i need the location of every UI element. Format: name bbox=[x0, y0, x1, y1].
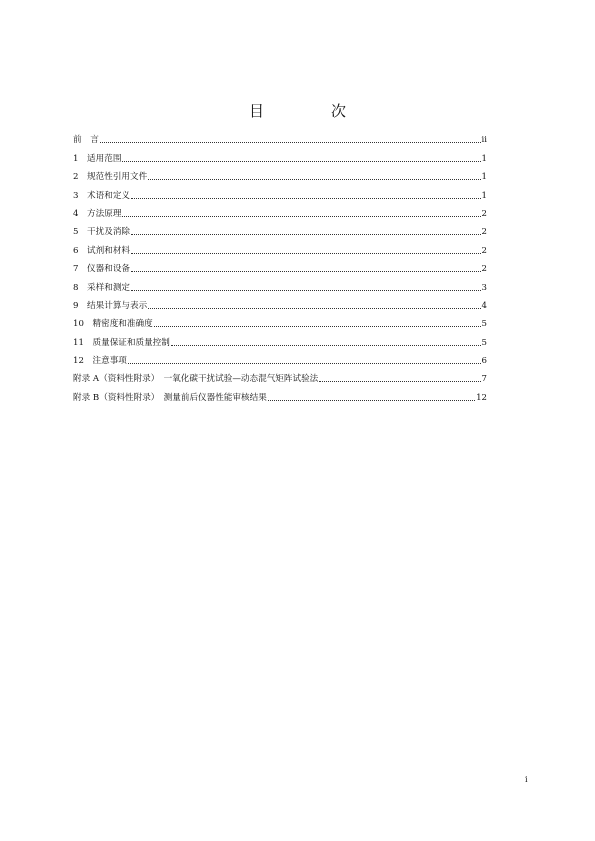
toc-entry-label: 2 规范性引用文件 bbox=[73, 172, 148, 183]
toc-entry-page: 2 bbox=[481, 227, 487, 238]
toc-entry-page: 2 bbox=[481, 245, 487, 256]
dot-leader bbox=[154, 326, 481, 327]
toc-entry[interactable] bbox=[73, 294, 487, 312]
page-title: 目 次 bbox=[248, 102, 372, 121]
dot-leader bbox=[148, 179, 480, 180]
toc-entry-label: 附录 A（资料性附录） 一氧化碳干扰试验—动态混气矩阵试验法 bbox=[73, 374, 319, 385]
dot-leader bbox=[171, 345, 481, 346]
toc-entry[interactable] bbox=[73, 238, 487, 256]
toc-entry-page: 2 bbox=[481, 264, 487, 275]
dot-leader bbox=[319, 381, 480, 382]
toc-entry[interactable] bbox=[73, 257, 487, 275]
toc-entry[interactable] bbox=[73, 165, 487, 183]
toc-entry-label: 10 精密度和准确度 bbox=[73, 319, 153, 330]
toc-entry-page: 1 bbox=[481, 190, 487, 201]
toc-entry-label: 11 质量保证和质量控制 bbox=[73, 337, 170, 348]
dot-leader bbox=[268, 400, 475, 401]
toc-entry-label: 4 方法原理 bbox=[73, 208, 122, 219]
toc-entry-page: 1 bbox=[481, 172, 487, 183]
toc-entry-page: 5 bbox=[481, 319, 487, 330]
toc-entry-page: 5 bbox=[481, 337, 487, 348]
toc-entry-page: 6 bbox=[481, 356, 487, 367]
toc-entry-label: 6 试剂和材料 bbox=[73, 245, 131, 256]
toc-entry-page: 1 bbox=[481, 153, 487, 164]
dot-leader bbox=[131, 271, 481, 272]
toc-entry-label: 前 言 bbox=[73, 135, 99, 146]
toc-entry[interactable] bbox=[73, 312, 487, 330]
toc-entry-page: 7 bbox=[481, 374, 487, 385]
toc-entry-page: ii bbox=[481, 135, 487, 146]
toc-entry[interactable] bbox=[73, 183, 487, 201]
dot-leader bbox=[122, 161, 480, 162]
dot-leader bbox=[122, 216, 480, 217]
dot-leader bbox=[131, 234, 481, 235]
toc-entry-page: 4 bbox=[481, 300, 487, 311]
dot-leader bbox=[131, 290, 481, 291]
toc-entry[interactable] bbox=[73, 385, 487, 403]
toc-entry-label: 9 结果计算与表示 bbox=[73, 300, 148, 311]
page-number: i bbox=[525, 775, 528, 784]
table-of-contents bbox=[73, 128, 487, 404]
toc-entry[interactable] bbox=[73, 128, 487, 146]
toc-entry-label: 附录 B（资料性附录） 测量前后仪器性能审核结果 bbox=[73, 392, 267, 403]
toc-entry[interactable] bbox=[73, 146, 487, 164]
toc-entry[interactable] bbox=[73, 220, 487, 238]
toc-entry-page: 12 bbox=[476, 392, 487, 403]
toc-entry[interactable] bbox=[73, 202, 487, 220]
dot-leader bbox=[131, 198, 481, 199]
toc-entry-page: 3 bbox=[481, 282, 487, 293]
toc-entry-label: 8 采样和测定 bbox=[73, 282, 131, 293]
toc-entry-label: 5 干扰及消除 bbox=[73, 227, 131, 238]
toc-entry[interactable] bbox=[73, 349, 487, 367]
toc-entry-label: 7 仪器和设备 bbox=[73, 264, 131, 275]
dot-leader bbox=[100, 142, 481, 143]
toc-entry-label: 3 术语和定义 bbox=[73, 190, 131, 201]
dot-leader bbox=[128, 363, 481, 364]
toc-entry[interactable] bbox=[73, 275, 487, 293]
toc-entry-label: 1 适用范围 bbox=[73, 153, 122, 164]
dot-leader bbox=[131, 253, 481, 254]
toc-entry-label: 12 注意事项 bbox=[73, 356, 127, 367]
toc-entry-page: 2 bbox=[481, 208, 487, 219]
toc-entry[interactable] bbox=[73, 330, 487, 348]
toc-entry[interactable] bbox=[73, 367, 487, 385]
dot-leader bbox=[148, 308, 480, 309]
